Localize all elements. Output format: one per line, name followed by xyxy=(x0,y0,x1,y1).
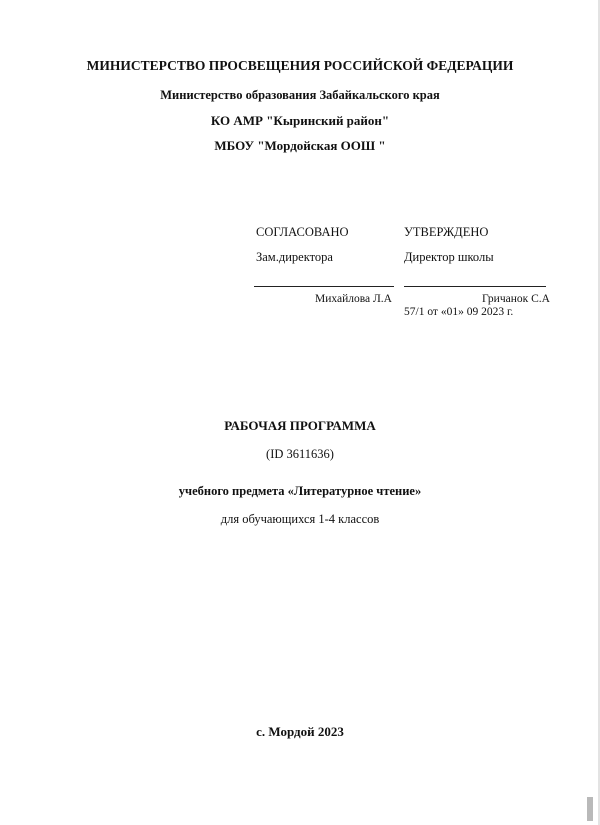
agreed-title: СОГЛАСОВАНО xyxy=(256,225,349,239)
agreed-position: Зам.директора xyxy=(256,250,333,264)
district-name: КО АМР "Кыринский район" xyxy=(210,113,390,128)
program-id: (ID 3611636) xyxy=(266,447,334,461)
approved-position: Директор школы xyxy=(404,250,494,264)
program-subject: учебного предмета «Литературное чтение» xyxy=(178,484,422,498)
program-title: РАБОЧАЯ ПРОГРАММА xyxy=(224,418,376,433)
place-year: с. Мордой 2023 xyxy=(256,724,344,739)
approved-order: 57/1 от «01» 09 2023 г. xyxy=(404,306,514,318)
approved-signature-line xyxy=(404,286,546,287)
approved-name: Гричанок С.А xyxy=(482,293,550,305)
approved-title: УТВЕРЖДЕНО xyxy=(404,225,489,239)
regional-ministry: Министерство образования Забайкальского края xyxy=(160,88,440,102)
program-audience: для обучающихся 1-4 классов xyxy=(220,512,380,526)
scan-corner-artifact xyxy=(587,797,593,821)
school-name: МБОУ "Мордойская ООШ " xyxy=(214,138,386,153)
agreed-signature-line xyxy=(254,286,394,287)
agreed-name: Михайлова Л.А xyxy=(315,293,392,305)
ministry-heading: МИНИСТЕРСТВО ПРОСВЕЩЕНИЯ РОССИЙСКОЙ ФЕДЕРАЦИИ xyxy=(86,58,514,73)
